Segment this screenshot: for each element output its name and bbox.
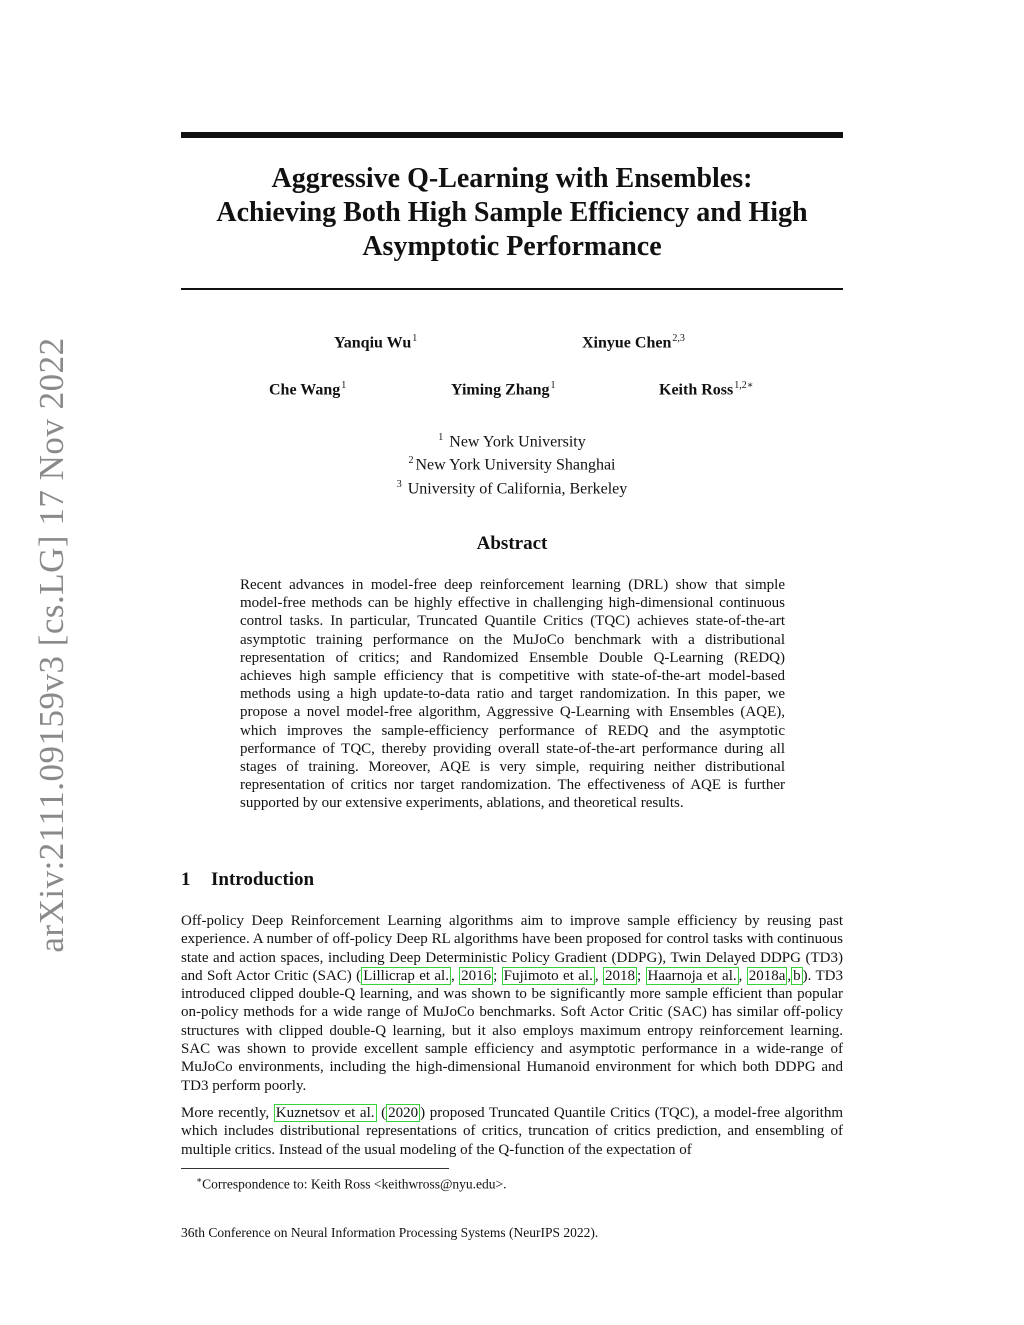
citation-link[interactable]: Fujimoto et al. bbox=[503, 967, 593, 984]
title-top-rule bbox=[181, 132, 843, 138]
venue-note: 36th Conference on Neural Information Processing Systems (NeurIPS 2022). bbox=[181, 1225, 599, 1240]
author-yanqiu-wu: Yanqiu Wu$^1$ bbox=[334, 333, 418, 352]
author-yiming-zhang: Yiming Zhang$^1$ bbox=[451, 380, 556, 399]
title-line-3: Asymptotic Performance bbox=[362, 231, 662, 262]
intro-paragraph-1: Off-policy Deep Reinforcement Learning algorithms aim to improve sample efficiency by reusing past experience. A number of off-policy Deep RL algorithms have been proposed for control tasks with continuous state and action spaces, including Deep Deterministic Policy Gradient (DDPG), Twin Delayed DDPG (TD3) and Soft Actor Critic (SAC) ( Lillicrap et al. , 2016 ; Fujimoto et al. , 2018 ; Haarnoja et al. , 2018a , b ). TD3 introduced clipped double-Q learning, and was shown to be significantly more sample efficient than popular on-policy methods for a wide range of MuJoCo benchmarks. Soft Actor Critic (SAC) has similar off-policy structures with clipped double-Q learning, but it also employs maximum entropy reinforcement learning. SAC was shown to provide excellent sample efficiency and asymptotic performance in a wide-range of MuJoCo environments, including the high-dimensional Humanoid environment for which both DDPG and TD3 perform poorly. bbox=[181, 913, 844, 1094]
citation-link[interactable]: 2016 bbox=[461, 967, 492, 984]
affiliation-3: $^3$ University of California, Berkeley bbox=[396, 478, 628, 497]
abstract-heading: Abstract bbox=[476, 533, 548, 554]
author-xinyue-chen: Xinyue Chen$^{2,3}$ bbox=[582, 333, 685, 352]
intro-paragraph-2: More recently, Kuznetsov et al. ( 2020 ) proposed Truncated Quantile Critics (TQC), a model-free algorithm which includes distributional representations of critics, truncation of critics prediction, and ensembling of multiple critics. Instead of the usual modeling of the Q-function of the expectation of bbox=[181, 1105, 843, 1158]
citation-link[interactable]: Kuznetsov et al. bbox=[275, 1105, 375, 1121]
title-bottom-rule bbox=[181, 288, 843, 290]
section-number: 1 bbox=[181, 869, 191, 890]
citation-link[interactable]: Lillicrap et al. bbox=[363, 967, 449, 984]
affiliations bbox=[181, 428, 843, 498]
author-che-wang: Che Wang$^1$ bbox=[269, 380, 347, 399]
citation-link[interactable]: 2018a bbox=[748, 967, 786, 984]
affiliation-1: $^1$ New York University bbox=[438, 432, 586, 451]
title-line-1: Aggressive Q-Learning with Ensembles: bbox=[271, 163, 753, 194]
citation-link[interactable]: b bbox=[793, 967, 801, 984]
section-heading-introduction bbox=[181, 869, 314, 891]
abstract-text: Recent advances in model-free deep reinforcement learning (DRL) show that simple model-free methods can be highly effective in challenging high-dimensional continuous control tasks. In particular, Truncated Quantile Critics (TQC) achieves state-of-the-art asymptotic training performance on the MuJoCo benchmark with a distributional representation of critics; and Randomized Ensemble Double Q-Learning (REDQ) achieves high sample efficiency that is competitive with state-of-the-art model-based methods using a high update-to-data ratio and target randomization. In this paper, we propose a novel model-free algorithm, Aggressive Q-Learning with Ensembles (AQE), which improves the sample-efficiency performance of REDQ and the asymptotic performance of TQC, thereby providing overall state-of-the-art performance during all stages of training. Moreover, AQE is very simple, requiring neither distributional representation of critics nor target randomization. The effectiveness of AQE is further supported by our extensive experiments, ablations, and theoretical results. bbox=[240, 577, 785, 812]
section-title: Introduction bbox=[211, 869, 315, 890]
citation-link[interactable]: 2018 bbox=[604, 967, 635, 984]
footnote-rule bbox=[181, 1168, 449, 1169]
arxiv-sidebar-stamp: arXiv:2111.09159v3 [cs.LG] 17 Nov 2022 bbox=[32, 337, 71, 953]
title-line-2: Achieving Both High Sample Efficiency and High bbox=[216, 197, 808, 228]
citation-link[interactable]: 2020 bbox=[388, 1105, 419, 1121]
paper-title bbox=[181, 162, 843, 264]
author-keith-ross: Keith Ross$^{1,2∗}$ bbox=[659, 380, 754, 399]
citation-link[interactable]: Haarnoja et al. bbox=[647, 967, 737, 984]
affiliation-2: $^2$ New York University Shanghai bbox=[408, 455, 616, 474]
footnote: ∗Correspondence to: Keith Ross <keithwross@nyu.edu>. bbox=[196, 1175, 507, 1192]
